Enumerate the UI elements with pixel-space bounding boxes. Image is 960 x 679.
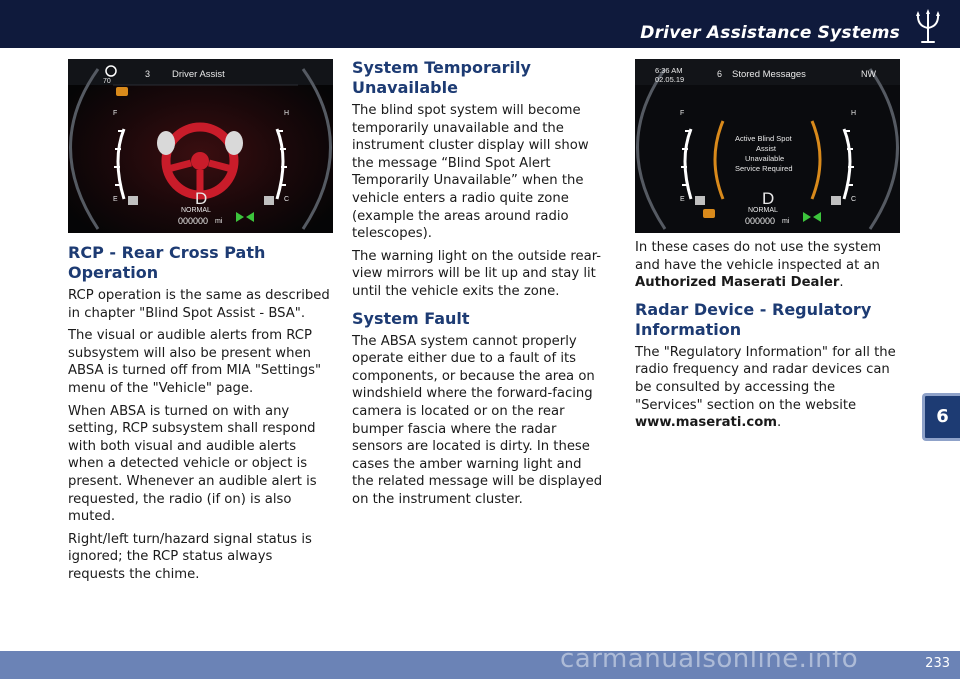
radar-text: The "Regulatory Information" for all the radio frequency and radar devices can be consulted by accessing the "Services" section on the website [635,344,896,413]
menu-index: 6 [717,69,723,79]
message-line-2: Assist [756,144,777,153]
odometer-unit: mi [782,218,790,225]
message-line-4: Service Required [735,164,793,173]
unavailable-paragraph-1: The blind spot system will become temporarily unavailable and the instrument cluster display will show the message “Blind Spot Alert Temporarily Unavailable” when the vehicle enters a radio quite zone (example the areas around radio telescopes). [352,103,589,242]
menu-index: 3 [145,69,151,79]
fuel-full-label: F [680,110,685,117]
section-title: Driver Assistance Systems [640,23,900,43]
column-radar [635,239,900,437]
speed-limit: 70 [103,78,111,85]
fuel-full-label: F [113,110,118,117]
compass-heading: NW [861,69,876,79]
page-number: 233 [925,656,950,671]
instrument-cluster-driver-assist [68,59,333,233]
clock-date: 02.05.19 [655,75,685,84]
clock-time: 6:36 AM [655,66,683,75]
odometer: 000000 [178,216,209,226]
temp-hot-label: H [284,110,290,117]
rcp-paragraph-2: The visual or audible alerts from RCP subsystem will also be present when ABSA is turned off from MIA "Settings" menu of the "Vehicle" page. [68,328,322,396]
drive-mode: NORMAL [181,207,211,214]
temp-hot-label: H [851,110,857,117]
inspection-end: . [839,275,844,291]
dealer-name: Authorized Maserati Dealer [635,275,840,291]
inspection-text: In these cases do not use the system and have the vehicle inspected at an [635,240,882,273]
odometer: 000000 [745,216,776,226]
gear-indicator: D [195,189,208,208]
menu-title: Driver Assist [172,69,225,80]
unavailable-paragraph-2: The warning light on the outside rear-view mirrors will be lit up and stay lit until the vehicle exits the zone. [352,248,602,299]
radar-end: . [777,415,782,431]
unavailable-heading: System Temporarily Unavailable [352,58,531,97]
fault-paragraph: The ABSA system cannot properly operate either due to a fault of its components, or because the area on windshield where the forward-facing camera is located or on the rear bumper fascia where the radar sensors are located is dirty. In these cases the amber warning light and the related message will be displayed on the instrument cluster. [352,333,603,507]
gear-indicator: D [762,189,775,208]
warning-lights [116,87,128,96]
chapter-tab[interactable]: 6 [922,393,960,441]
instrument-cluster-stored-messages [635,59,900,233]
inspection-paragraph [635,239,900,292]
trident-logo-icon [912,8,944,46]
temp-cold-label: C [851,196,857,203]
fuel-empty-label: E [113,196,118,203]
temp-cold-label: C [284,196,290,203]
website-link[interactable]: www.maserati.com [635,415,778,431]
fault-heading: System Fault [352,308,470,328]
rcp-paragraph-4: Right/left turn/hazard signal status is ignored; the RCP status always requests the chime. [68,531,312,582]
radar-paragraph [635,344,900,432]
menu-title: Stored Messages [732,69,806,80]
rcp-paragraph-3: When ABSA is turned on with any setting, RCP subsystem shall respond with both visual and audible alerts when a detected vehicle or object is present. Whenever an audible alert is requested, the radio (if on) is also muted. [68,403,317,525]
message-line-3: Unavailable [745,154,785,163]
rcp-heading: RCP - Rear Cross Path Operation [68,243,266,282]
radar-heading: Radar Device - Regulatory Information [635,299,872,339]
drive-mode: NORMAL [748,207,778,214]
column-system-status [352,58,607,513]
watermark: carmanualsonline.info [560,644,859,674]
column-rcp [68,243,333,589]
odometer-unit: mi [215,218,223,225]
rcp-paragraph-1: RCP operation is the same as described in chapter "Blind Spot Assist - BSA". [68,288,330,321]
fuel-empty-label: E [680,196,685,203]
message-line-1: Active Blind Spot [735,134,792,143]
